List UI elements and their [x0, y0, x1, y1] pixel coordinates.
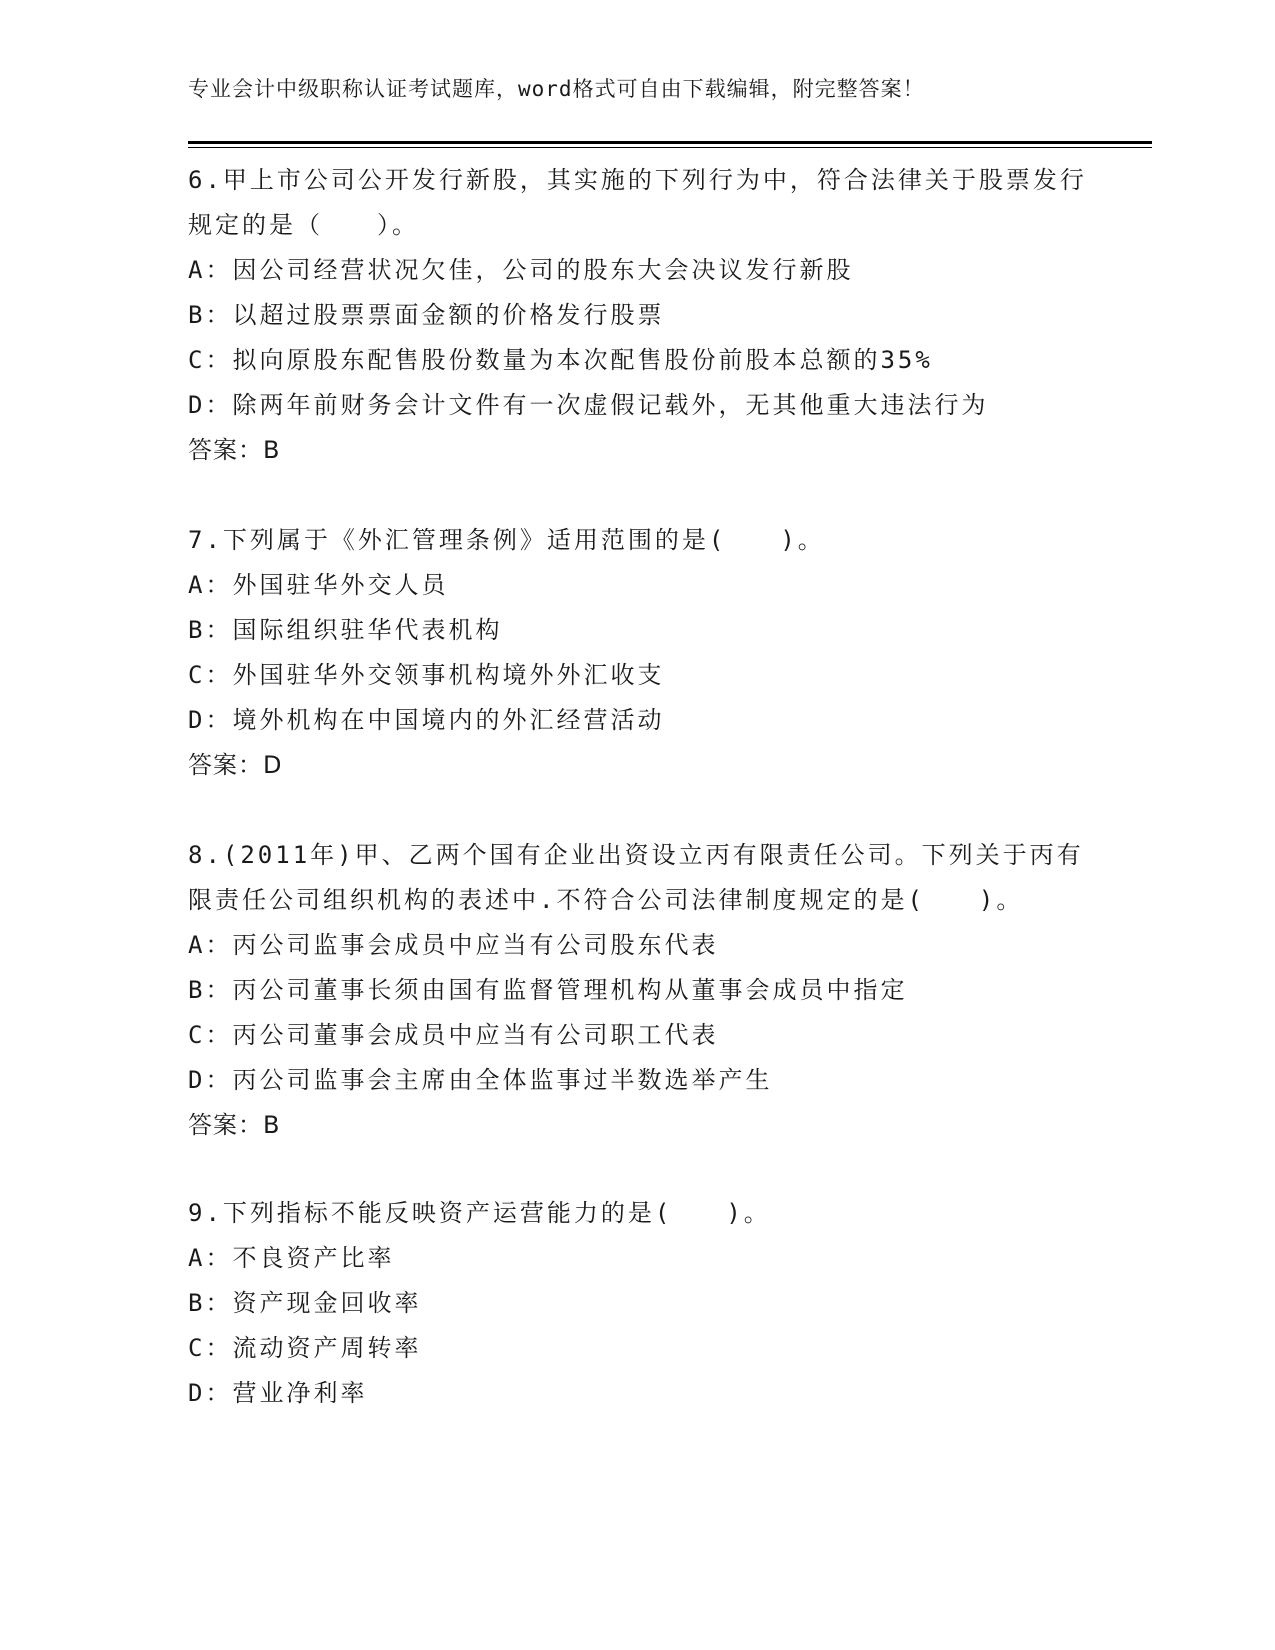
option-c: C：外国驻华外交领事机构境外外汇收支: [188, 661, 665, 689]
option-a: A：因公司经营状况欠佳，公司的股东大会决议发行新股: [188, 256, 854, 284]
option-d: D：除两年前财务会计文件有一次虚假记载外，无其他重大违法行为: [188, 391, 989, 419]
spacer: [188, 787, 1088, 833]
option-a: A：丙公司监事会成员中应当有公司股东代表: [188, 931, 719, 959]
option-c: C：丙公司董事会成员中应当有公司职工代表: [188, 1021, 719, 1049]
question-stem: 8.(2011年)甲、乙两个国有企业出资设立丙有限责任公司。下列关于丙有限责任公司组织机构的表述中.不符合公司法律制度规定的是( )。: [188, 841, 1084, 914]
question-8: [188, 833, 1088, 1147]
answer-line: 答案：B: [188, 1111, 281, 1139]
option-c: C：流动资产周转率: [188, 1334, 422, 1362]
question-9: [188, 1191, 1088, 1416]
answer-line: 答案：D: [188, 751, 283, 779]
option-b: B：以超过股票票面金额的价格发行股票: [188, 301, 665, 329]
question-7: [188, 518, 1088, 787]
question-stem: 7.下列属于《外汇管理条例》适用范围的是( )。: [188, 526, 825, 554]
page-header: 专业会计中级职称认证考试题库，word格式可自由下载编辑，附完整答案！: [188, 77, 925, 101]
option-d: D：营业净利率: [188, 1379, 368, 1407]
option-b: B：丙公司董事长须由国有监督管理机构从董事会成员中指定: [188, 976, 908, 1004]
spacer: [188, 472, 1088, 518]
option-d: D：境外机构在中国境内的外汇经营活动: [188, 706, 665, 734]
option-b: B：国际组织驻华代表机构: [188, 616, 503, 644]
option-d: D：丙公司监事会主席由全体监事过半数选举产生: [188, 1066, 773, 1094]
header-rule-thick: [188, 141, 1152, 144]
option-b: B：资产现金回收率: [188, 1289, 422, 1317]
question-stem: 9.下列指标不能反映资产运营能力的是( )。: [188, 1199, 771, 1227]
question-6: [188, 158, 1088, 472]
question-stem: 6.甲上市公司公开发行新股，其实施的下列行为中，符合法律关于股票发行规定的是（ ）。: [188, 166, 1087, 239]
header-rule-thin: [188, 147, 1152, 148]
option-c: C：拟向原股东配售股份数量为本次配售股份前股本总额的35%: [188, 346, 933, 374]
option-a: A：外国驻华外交人员: [188, 571, 449, 599]
option-a: A：不良资产比率: [188, 1244, 395, 1272]
question-list: [188, 158, 1088, 1416]
spacer: [188, 1147, 1088, 1191]
answer-line: 答案：B: [188, 436, 281, 464]
